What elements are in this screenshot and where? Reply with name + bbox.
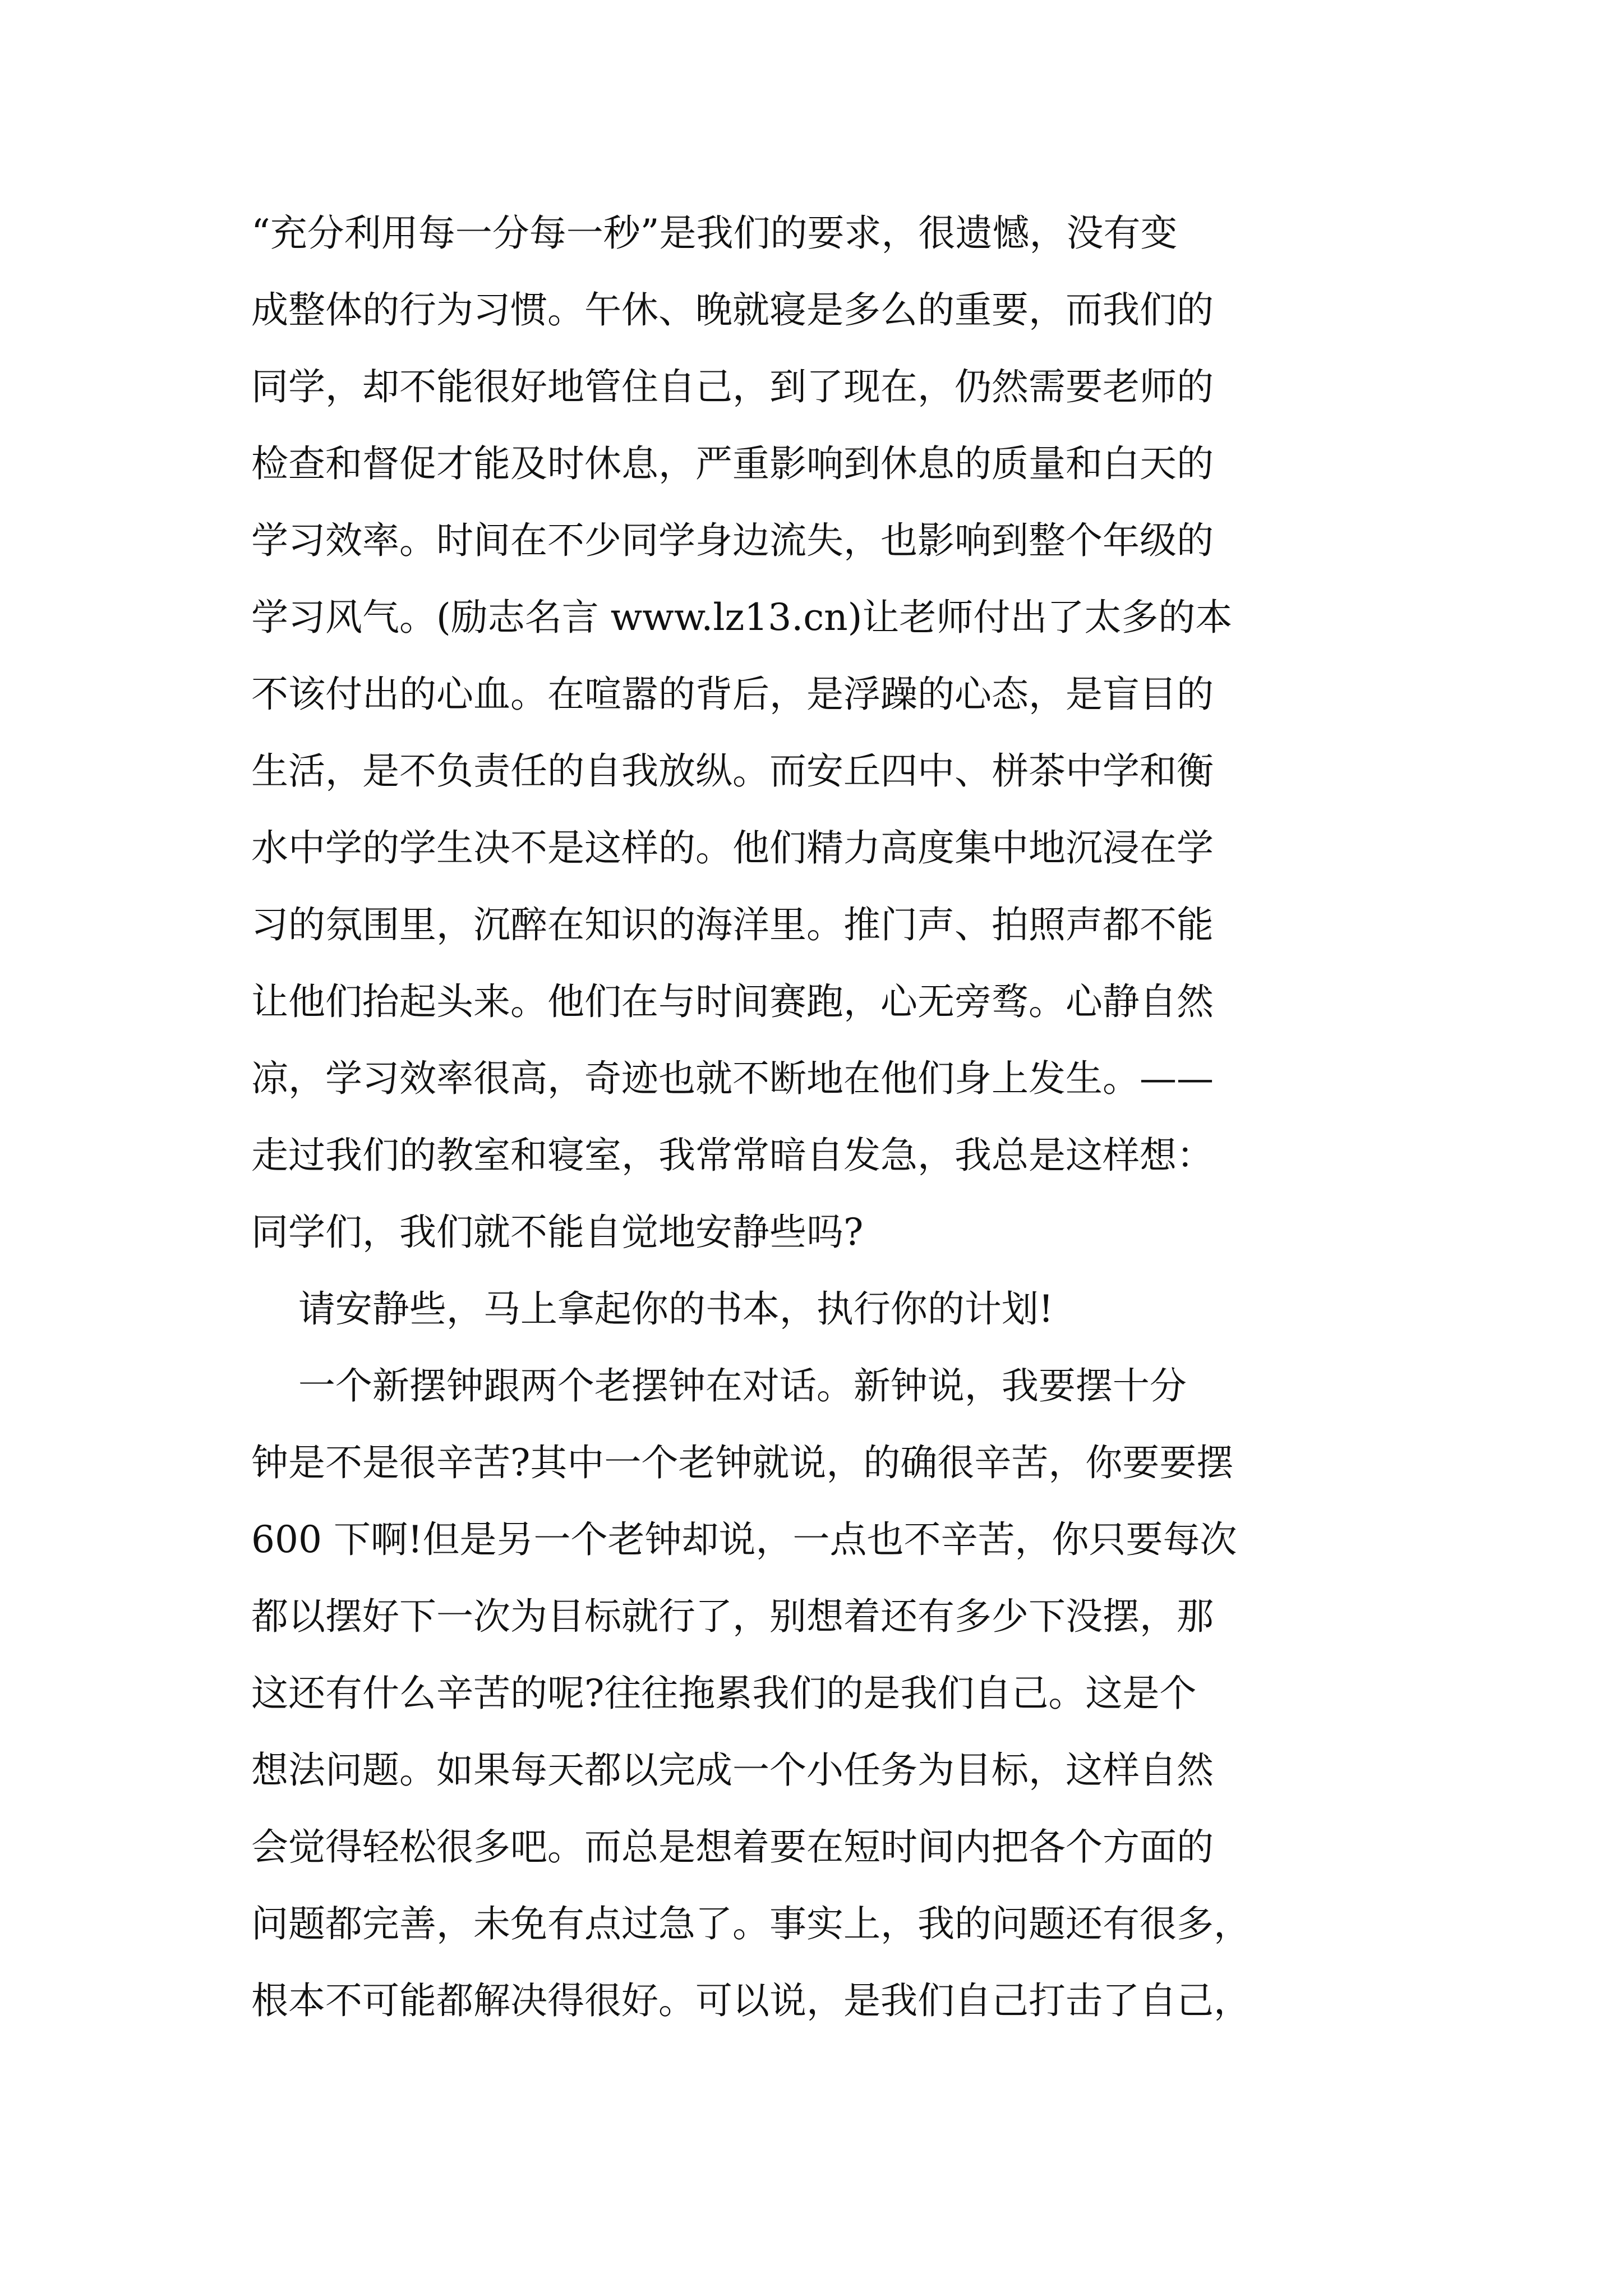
text-line: 问题都完善，未免有点过急了。事实上，我的问题还有很多，	[251, 1902, 1251, 1945]
text-line: 检查和督促才能及时休息，严重影响到休息的质量和白天的	[251, 442, 1214, 485]
text-line: 学习效率。时间在不少同学身边流失，也影响到整个年级的	[251, 519, 1214, 562]
text-line: 同学们，我们就不能自觉地安静些吗?	[251, 1211, 864, 1254]
text-line: 成整体的行为习惯。午休、晚就寝是多么的重要，而我们的	[251, 288, 1214, 332]
paragraph-first-line: 请安静些，马上拿起你的书本，执行你的计划!	[251, 1287, 1054, 1331]
text-line: 不该付出的心血。在喧嚣的背后，是浮躁的心态，是盲目的	[251, 673, 1214, 716]
text-line: 学习风气。(励志名言 www.lz13.cn)让老师付出了太多的本	[251, 596, 1233, 639]
text-line: 这还有什么辛苦的呢?往往拖累我们的是我们自己。这是个	[251, 1672, 1197, 1715]
text-line: 想法问题。如果每天都以完成一个小任务为目标，这样自然	[251, 1749, 1214, 1792]
text-line: 凉，学习效率很高，奇迹也就不断地在他们身上发生。——	[251, 1057, 1214, 1100]
text-line: 习的氛围里，沉醉在知识的海洋里。推门声、拍照声都不能	[251, 903, 1214, 946]
text-line: “充分利用每一分每一秒”是我们的要求，很遗憾，没有变	[251, 211, 1178, 255]
text-line: 钟是不是很辛苦?其中一个老钟就说，的确很辛苦，你要要摆	[251, 1441, 1234, 1484]
text-line: 生活，是不负责任的自我放纵。而安丘四中、栟茶中学和衡	[251, 749, 1214, 793]
paragraph-first-line: 一个新摆钟跟两个老摆钟在对话。新钟说，我要摆十分	[251, 1364, 1187, 1407]
text-line: 根本不可能都解决得很好。可以说，是我们自己打击了自己，	[251, 1979, 1251, 2022]
text-line: 600 下啊!但是另一个老钟却说，一点也不辛苦，你只要每次	[251, 1518, 1237, 1561]
text-line: 走过我们的教室和寝室，我常常暗自发急，我总是这样想：	[251, 1134, 1214, 1177]
text-line: 同学，却不能很好地管住自己，到了现在，仍然需要老师的	[251, 365, 1214, 408]
text-line: 让他们抬起头来。他们在与时间赛跑，心无旁骛。心静自然	[251, 980, 1214, 1023]
text-line: 会觉得轻松很多吧。而总是想着要在短时间内把各个方面的	[251, 1825, 1214, 1869]
text-line: 都以摆好下一次为目标就行了，别想着还有多少下没摆，那	[251, 1595, 1214, 1638]
text-line: 水中学的学生决不是这样的。他们精力高度集中地沉浸在学	[251, 826, 1214, 869]
